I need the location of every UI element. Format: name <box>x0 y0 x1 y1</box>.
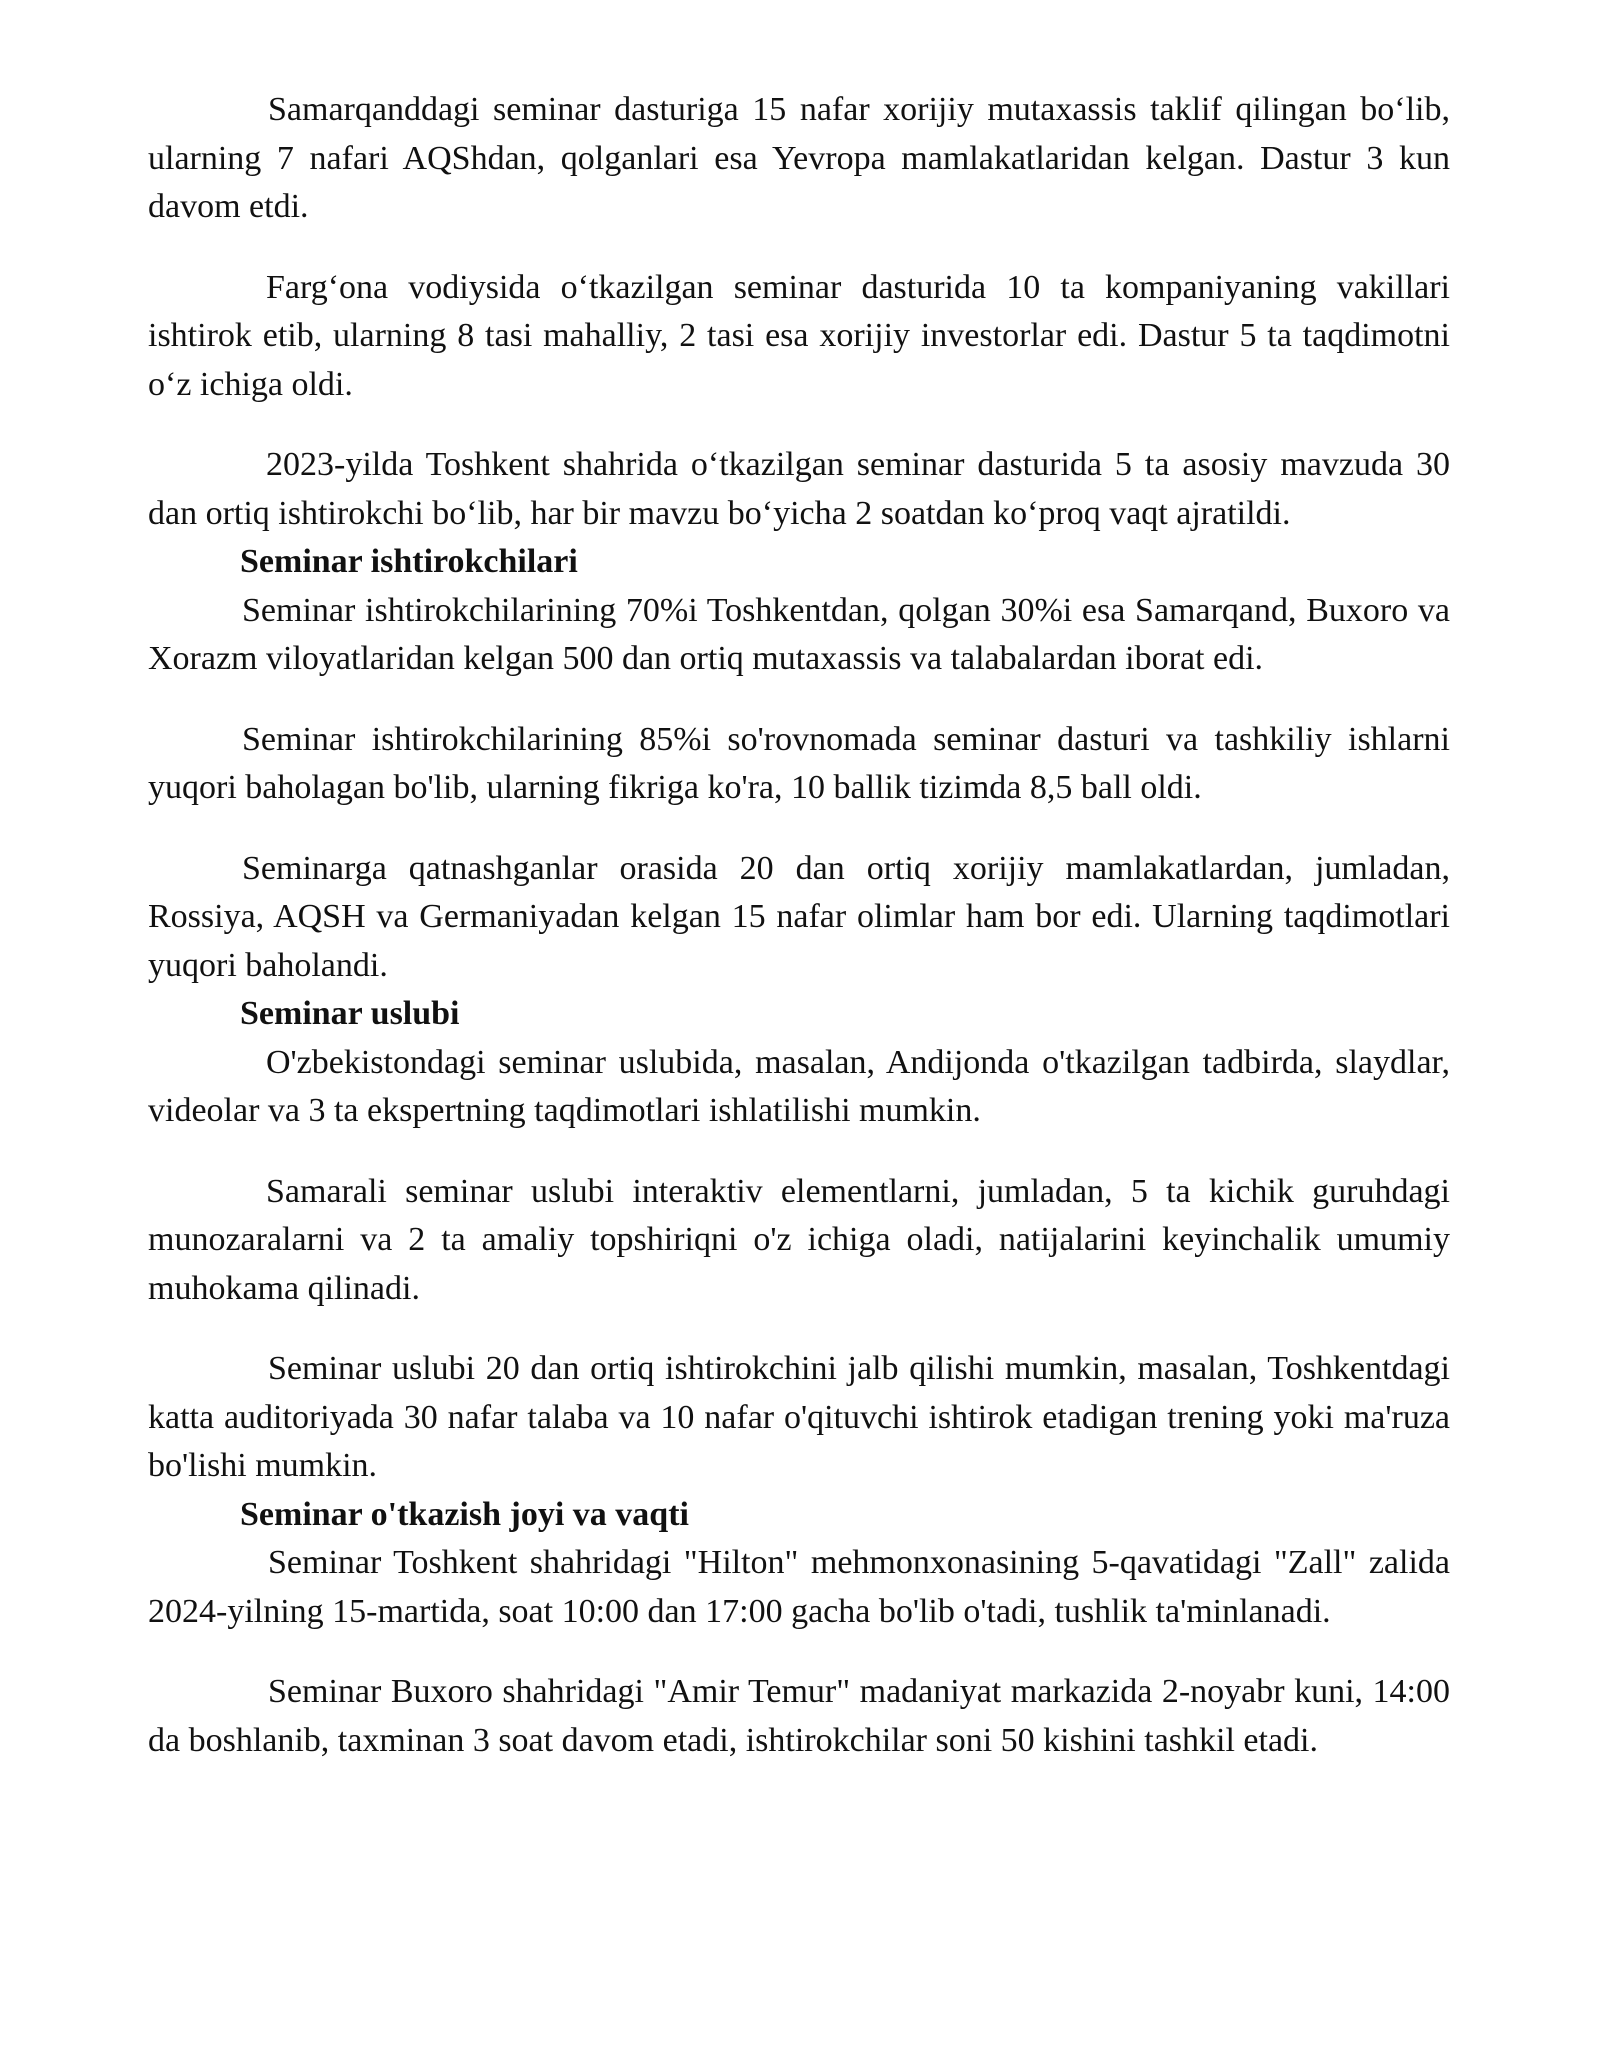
paragraph-venue-tashkent: Seminar Toshkent shahridagi "Hilton" mehmonxonasining 5-qavatidagi "Zall" zalida 2024-yilning 15-martida, soat 10:00 dan 17:00 gacha bo'lib o'tadi, tushlik ta'minlanadi. <box>148 1544 1450 1630</box>
paragraph-samarqand-program: Samarqanddagi seminar dasturiga 15 nafar xorijiy mutaxassis taklif qilingan bo‘lib, ularning 7 nafari AQShdan, qolganlari esa Yevropa mamlakatlaridan kelgan. Dastur 3 kun davom etdi. <box>148 91 1450 225</box>
heading-venue-time: Seminar o'tkazish joyi va vaqti <box>240 1495 689 1533</box>
heading-participants: Seminar ishtirokchilari <box>240 543 578 580</box>
paragraph-venue-bukhara: Seminar Buxoro shahridagi "Amir Temur" madaniyat markazida 2-noyabr kuni, 14:00 da boshlanib, taxminan 3 soat davom etadi, ishtirokchilar soni 50 kishini tashkil etadi. <box>148 1673 1450 1759</box>
document-page <box>148 86 1450 1765</box>
paragraph-tashkent-2023-program: 2023-yilda Toshkent shahrida o‘tkazilgan seminar dasturida 5 ta asosiy mavzuda 30 dan ortiq ishtirokchi bo‘lib, har bir mavzu bo‘yicha 2 soatdan ko‘proq vaqt ajratildi. <box>148 446 1450 532</box>
paragraph-style-audience: Seminar uslubi 20 dan ortiq ishtirokchini jalb qilishi mumkin, masalan, Toshkentdagi katta auditoriyada 30 nafar talaba va 10 nafar o'qituvchi ishtirok etadigan trening yoki ma'ruza bo'lishi mumkin. <box>148 1350 1450 1484</box>
paragraph-participants-foreign: Seminarga qatnashganlar orasida 20 dan ortiq xorijiy mamlakatlardan, jumladan, Rossiya, AQSH va Germaniyadan kelgan 15 nafar olimlar ham bor edi. Ularning taqdimotlari yuqori baholandi. <box>148 849 1450 984</box>
paragraph-participants-survey: Seminar ishtirokchilarining 85%i so'rovnomada seminar dasturi va tashkiliy ishlarni yuqori baholagan bo'lib, ularning fikriga ko'ra, 10 ballik tizimda 8,5 ball oldi. <box>148 720 1450 806</box>
paragraph-participants-origin: Seminar ishtirokchilarining 70%i Toshkentdan, qolgan 30%i esa Samarqand, Buxoro va Xorazm viloyatlaridan kelgan 500 dan ortiq mutaxassis va talabalardan iborat edi. <box>148 591 1450 677</box>
heading-style: Seminar uslubi <box>240 995 460 1032</box>
paragraph-style-andijan: O'zbekistondagi seminar uslubida, masalan, Andijonda o'tkazilgan tadbirda, slaydlar, videolar va 3 ta ekspertning taqdimotlari ishlatilishi mumkin. <box>148 1043 1450 1129</box>
paragraph-fergana-program: Farg‘ona vodiysida o‘tkazilgan seminar dasturida 10 ta kompaniyaning vakillari ishtirok etib, ularning 8 tasi mahalliy, 2 tasi esa xorijiy investorlar edi. Dastur 5 ta taqdimotni o‘z ichiga oldi. <box>148 268 1450 403</box>
paragraph-style-interactive: Samarali seminar uslubi interaktiv elementlarni, jumladan, 5 ta kichik guruhdagi munozaralarni va 2 ta amaliy topshiriqni o'z ichiga oladi, natijalarini keyinchalik umumiy muhokama qilinadi. <box>148 1172 1450 1307</box>
